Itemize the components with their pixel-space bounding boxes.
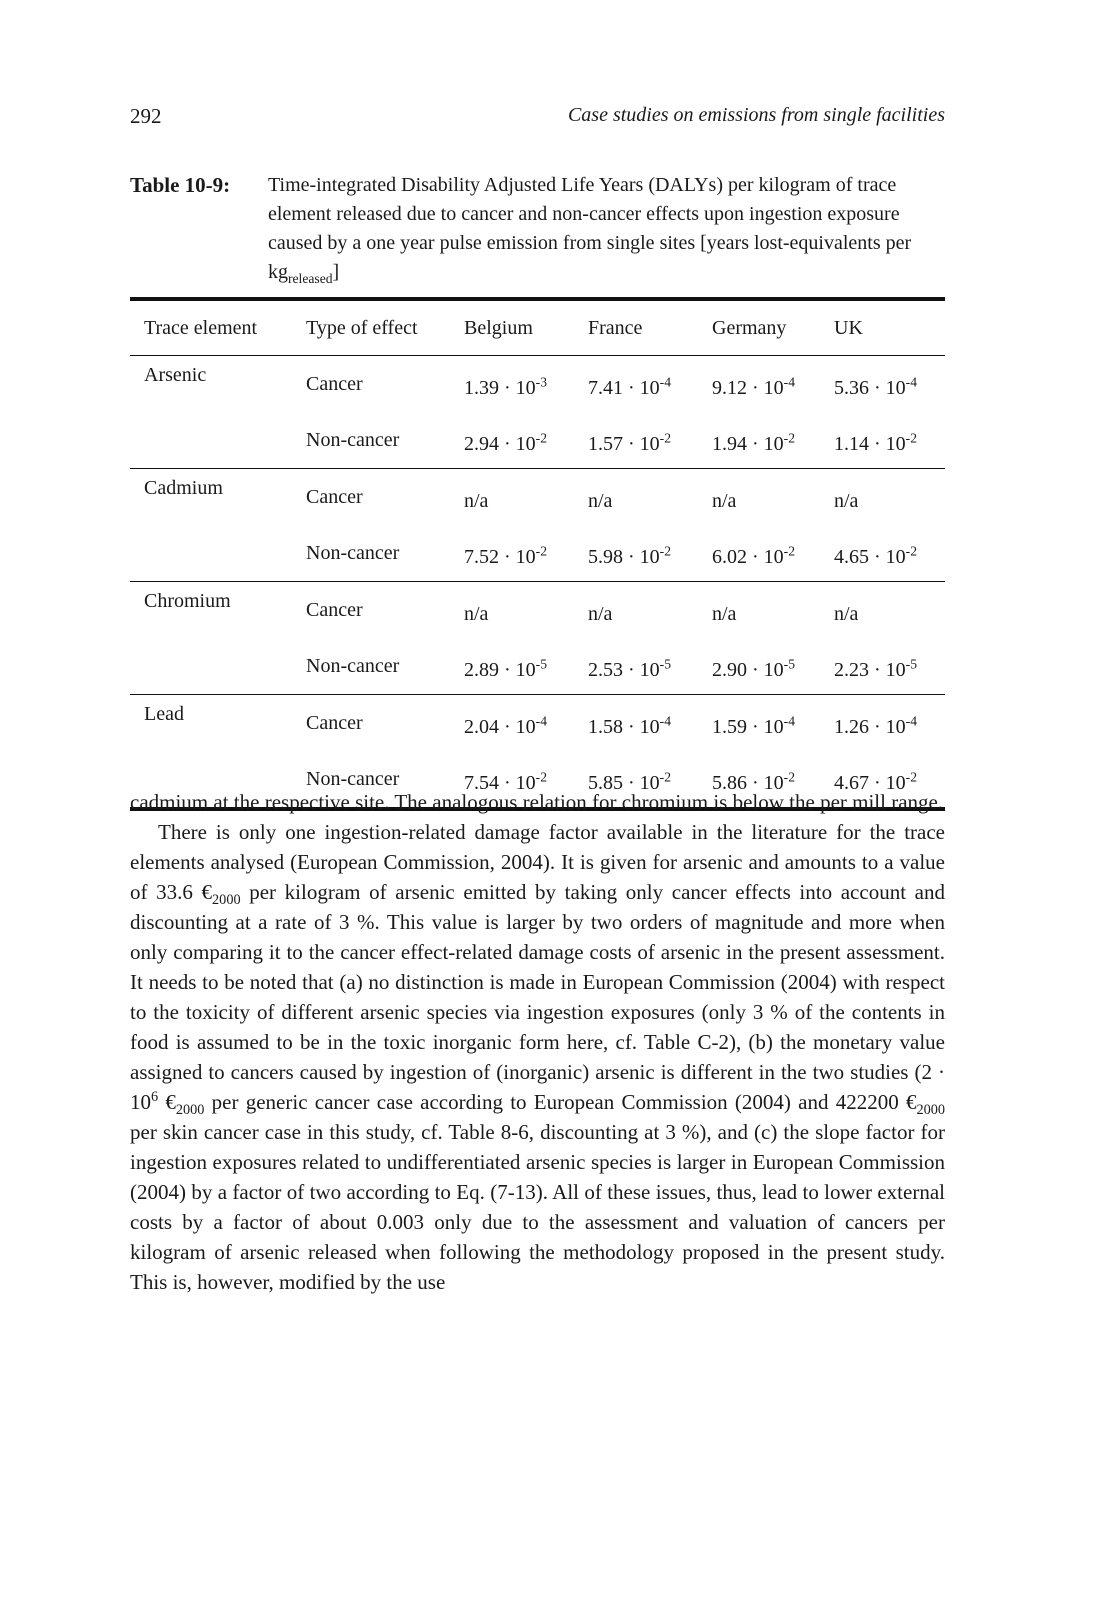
cell-value: $2.90 \cdot 10^{-5}$ (712, 655, 795, 681)
cell-trace-element: Lead (144, 703, 184, 725)
cell-value: $5.85 \cdot 10^{-2}$ (588, 768, 671, 794)
table-row (130, 356, 945, 413)
table-row (130, 638, 945, 695)
header-belgium: Belgium (464, 316, 533, 339)
cell-effect-type: Cancer (306, 485, 363, 508)
cell-value: $1.59 \cdot 10^{-4}$ (712, 712, 795, 738)
cell-value: $9.12 \cdot 10^{-4}$ (712, 373, 795, 399)
cell-value: n/a (712, 489, 737, 512)
cell-effect-type: Cancer (306, 711, 363, 734)
caption-text (268, 171, 945, 287)
cell-value: n/a (834, 602, 859, 625)
cell-value: $1.94 \cdot 10^{-2}$ (712, 429, 795, 455)
table-row (130, 469, 945, 526)
header-trace-element: Trace element (144, 316, 258, 339)
table-body (130, 356, 945, 810)
daly-table (130, 297, 945, 811)
running-head: Case studies on emissions from single facilities (567, 104, 945, 126)
cell-value: $1.26 \cdot 10^{-4}$ (834, 712, 917, 738)
cell-value: $2.23 \cdot 10^{-5}$ (834, 655, 917, 681)
cell-value: $5.36 \cdot 10^{-4}$ (834, 373, 917, 399)
paragraph-2: There is only one ingestion-related damage factor available in the literature for the trace elements analysed (European Commission, 2004). It is given for arsenic and amounts to a value of 33.6 $€_{2000}$ per kilogram of arsenic emitted by taking only cancer effects into account and discounting at a rate of 3 %. This value is larger by two orders of magnitude and more when only comparing it to the cancer effect-related damage costs of arsenic in the present assessment. It needs to be noted that (a) no distinction is made in European Commission (2004) with respect to the toxicity of different arsenic species via ingestion exposures (only 3 % of the contents in food is assumed to be in the toxic inorganic form here, cf. Table C-2), (b) the monetary value assigned to cancers caused by ingestion of (inorganic) arsenic is different in the two studies ($2 \cdot 10^6$ $€_{2000}$ per generic cancer case according to European Commission (2004) and 422200 $€_{2000}$ per skin cancer case in this study, cf. Table 8-6, discounting at 3 %), and (c) the slope factor for ingestion exposures related to undifferentiated arsenic species is larger in European Commission (2004) by a factor of two according to Eq. (7-13). All of these issues, thus, lead to lower external costs by a factor of about 0.003 only due to the assessment and valuation of cancers per kilogram of arsenic released when following the methodology proposed in the present study. This is, however, modified by the use (130, 820, 946, 1294)
cell-value: $2.04 \cdot 10^{-4}$ (464, 712, 547, 738)
table-row (130, 695, 945, 752)
cell-value: $5.98 \cdot 10^{-2}$ (588, 542, 671, 568)
header-uk: UK (834, 316, 863, 339)
cell-value: n/a (588, 602, 613, 625)
cell-value: $5.86 \cdot 10^{-2}$ (712, 768, 795, 794)
caption-text-main: Time-integrated Disability Adjusted Life Years (DALYs) per kilogram of trace element released due to cancer and non-cancer effects upon ingestion exposure caused by a one year pulse emission from single sites [years lost-equivalents per kg (268, 174, 912, 283)
cell-value: n/a (464, 602, 489, 625)
body-text (130, 787, 945, 1297)
table-label: Table 10-9: (130, 173, 231, 197)
cell-effect-type: Non-cancer (306, 654, 400, 677)
cell-trace-element (130, 412, 292, 469)
cell-value: $1.39 \cdot 10^{-3}$ (464, 373, 547, 399)
cell-value: $2.94 \cdot 10^{-2}$ (464, 429, 547, 455)
cell-value: $7.52 \cdot 10^{-2}$ (464, 542, 547, 568)
paragraph-1: cadmium at the respective site. The analogous relation for chromium is below the per mill range. (130, 790, 944, 814)
caption-subscript: released (288, 271, 333, 286)
cell-trace-element: Arsenic (144, 364, 207, 386)
cell-effect-type: Cancer (306, 598, 363, 621)
cell-value: $1.14 \cdot 10^{-2}$ (834, 429, 917, 455)
cell-value: $7.41 \cdot 10^{-4}$ (588, 373, 671, 399)
header-france: France (588, 316, 643, 339)
cell-effect-type: Non-cancer (306, 428, 400, 451)
cell-value: $2.53 \cdot 10^{-5}$ (588, 655, 671, 681)
cell-trace-element (130, 638, 292, 695)
caption-text-end: ] (332, 261, 340, 283)
cell-trace-element: Chromium (144, 590, 231, 612)
header-germany: Germany (712, 316, 787, 339)
table-row (130, 412, 945, 469)
cell-value: n/a (712, 602, 737, 625)
cell-value: $4.65 \cdot 10^{-2}$ (834, 542, 917, 568)
cell-effect-type: Non-cancer (306, 541, 400, 564)
table-row (130, 582, 945, 639)
page-header (130, 104, 945, 134)
cell-value: $2.89 \cdot 10^{-5}$ (464, 655, 547, 681)
table-header-row (130, 299, 945, 356)
cell-value: n/a (464, 489, 489, 512)
header-type-of-effect: Type of effect (306, 316, 418, 339)
cell-value: $4.67 \cdot 10^{-2}$ (834, 768, 917, 794)
page-number: 292 (130, 104, 162, 128)
cell-trace-element: Cadmium (144, 477, 223, 499)
cell-value: $6.02 \cdot 10^{-2}$ (712, 542, 795, 568)
cell-value: n/a (588, 489, 613, 512)
cell-effect-type: Non-cancer (306, 767, 400, 790)
cell-effect-type: Cancer (306, 372, 363, 395)
cell-value: $1.58 \cdot 10^{-4}$ (588, 712, 671, 738)
cell-value: $1.57 \cdot 10^{-2}$ (588, 429, 671, 455)
table-row (130, 525, 945, 582)
cell-trace-element (130, 525, 292, 582)
cell-value: n/a (834, 489, 859, 512)
cell-value: $7.54 \cdot 10^{-2}$ (464, 768, 547, 794)
